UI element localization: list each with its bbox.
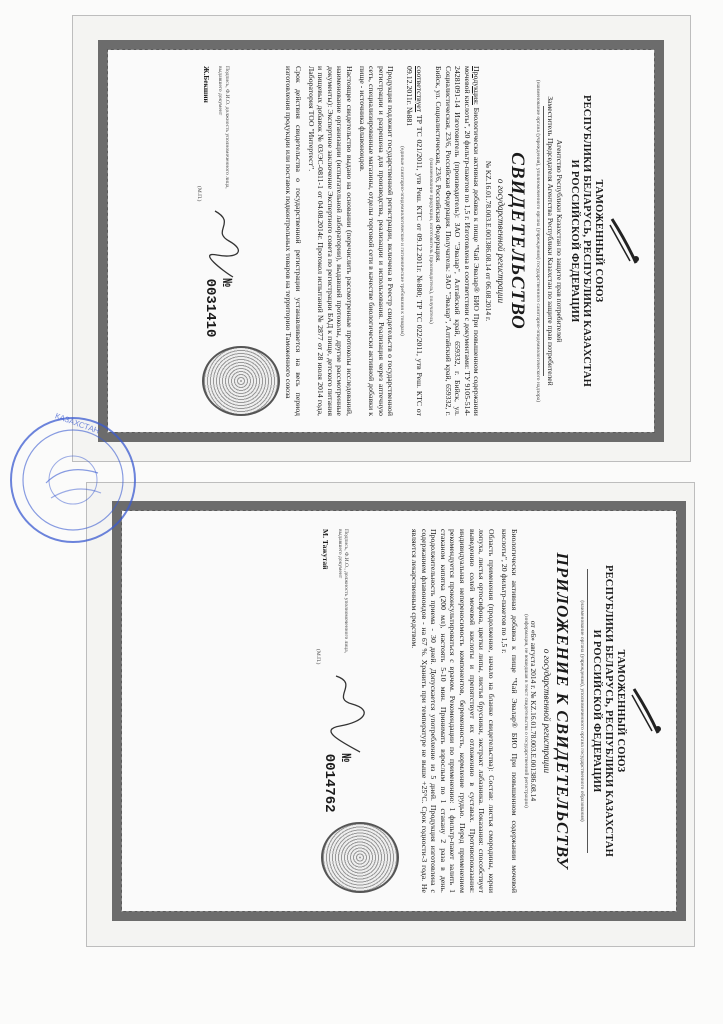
certificate-title: СВИДЕТЕЛЬСТВО (507, 152, 529, 330)
customs-union-emblem-icon (626, 681, 666, 741)
authority-caption: (наименование органа (учреждения), уполномоченного органа (учреждения) государственного санитарно-эпидемиологического надзора) (535, 79, 541, 403)
product-caption: (наименование продукции, изготовитель (производитель), получатель) (427, 158, 434, 324)
signer-name: Ж.Бекшин (201, 66, 211, 103)
annex-authority-caption: (наименование органа (учреждения), уполномоченного органа государственного образования) (579, 600, 585, 822)
issued-basis-text: Настоящее свидетельство выдано на основании (перечислить рассмотренные протоколы исследований, наименование организации (испытательной лаборатории), выдавшей протоколы, другие рассмотренные документы): Экспертное заключение Экспертного совета по регистрации БАД к пище, детского питания и пищевых добавок № 03/ЭС-0811-1 от 04.08.2014г. Протокол испытаний № 2877 от 28 июля 2014 года, Лаборатория ТОО "Интертест". (306, 66, 354, 416)
signer-caption: Подпись, Ф.И.О. должность уполномоченного лица, выдавшего документ (217, 66, 230, 189)
annex-signer-name: М. Тажутай (321, 529, 331, 570)
certificate-number: № KZ.16.01.78.003.Е.001386.08.14 от 06.08.2014 г. (484, 160, 494, 322)
annex-signer-caption: Подпись, Ф.И.О., должность уполномоченного лица, выдавшего документ (336, 529, 350, 654)
validity-text: Срок действия свидетельства о государственной регистрации устанавливается на весь период изготовления продукции или поставок подконтрольных товаров на территорию Таможенного союза (284, 66, 303, 416)
blue-stamp-icon (6, 413, 141, 548)
union-line-2: РЕСПУБЛИКИ БЕЛАРУСЬ, РЕСПУБЛИКИ КАЗАХСТАН (581, 94, 592, 387)
union-line-1: ТАМОЖЕННЫЙ СОЮЗ (593, 179, 604, 303)
stamp-text: КАЗАХСТАН (53, 411, 101, 436)
annex-serial-number: № 0014762 (321, 753, 354, 813)
compliance-text: ТР ТС 021/2011, утв Реш. КТС от 09.12.2011г. №880; ТР ТС 022/2011, утв Реш. КТС от 09.12.2011г. №881 (405, 66, 425, 416)
usage-text: Продукция подлежит государственной регистрации, включена в Реестр свидетельств о государственной регистрации и разрешена для производства, реализации и использования. Реализация через аптечную сеть, специализированные магазины, отделы торговой сети в качестве биологически активной добавки к пище - источника флавоноидов. (357, 66, 396, 416)
serial-number: № 0031410 (201, 278, 234, 338)
compliance-caption: (единые санитарно-эпидемиологические и гигиенические требования к товарам) (398, 146, 405, 336)
compliance-label: соответствует (415, 66, 425, 113)
signature-icon (202, 209, 241, 279)
certificate-content (112, 54, 650, 428)
product-label: Продукция: (472, 66, 482, 105)
product-text: Биологически активная добавка к пище "Чай Эвалар® БИО При повышенном содержании мочевой кислоты", 20 фильтр-пакетов по 1,5 г. Изготовлена в соответствии с документами: ТУ 9105-514-24281091-14 Изготовитель (производитель): ЗАО "Эвалар", Алтайский край, 659332, г. Бийск, ул. Социалистическая, 23/6, Российская Федерация. Получатель: ЗАО "Эвалар", Алтайский край, 659332, г. Бийск, ул. Социалистическая, 23/6, Российская Федерация. (434, 66, 482, 416)
annex-subtitle: о государственной регистрации (542, 648, 553, 774)
annex-signature-icon (321, 674, 366, 754)
annex-seal-caption: (М.П.) (315, 649, 322, 665)
annex-scope-text: Область применения (продолжение, начало на бланке свидетельства): Состав: листья смородины, корни лопуха, листья ортосифона, цветки липы, листья брусники, экстракт лабазника. Показания: способствует выведению солей мочевой кислоты и препятствует их отложению в суставах. Противопоказания: индивидуальная непереносимость компонентов, беременность, кормление грудью. Перед применением рекомендуется проконсультироваться с врачом. Рекомендации по применению: 1 фильтр-пакет залить 1 стаканом кипятка (200 мл), настоять 5-10 мин. Принимать взрослым по 1 стакану 2 раза в день. Продолжительность приема - 30 дней. Допускается употребление из 5 дней. Продукция изготовлена с содержанием флавоноидов - на 67 %. Хранить при температуре не выше +25°С. Срок годности-3 года. Не является лекарственным средством. (410, 529, 496, 893)
annex-union-line-1: ТАМОЖЕННЫЙ СОЮЗ (615, 649, 626, 773)
certificate-subtitle: о государственной регистрации (496, 178, 507, 304)
customs-union-emblem-icon (604, 211, 644, 271)
annex-union-line-2: РЕСПУБЛИКИ БЕЛАРУСЬ, РЕСПУБЛИКИ КАЗАХСТАН (603, 564, 614, 857)
deputy-line: Заместитель Председателя Агентства Республики Казахстан по защите прав потребителей (546, 96, 555, 386)
official-seal-icon (202, 346, 280, 416)
annex-title: ПРИЛОЖЕНИЕ К СВИДЕТЕЛЬСТВУ (553, 552, 573, 870)
annex-date-number: от «6» августа 2014 г. № KZ.16.01.78.003.Е.001386.08.14 (529, 620, 539, 802)
product-block (434, 66, 482, 416)
annex-product-text: Биологически активная добавка к пище "Чай Эвалар® БИО При повышенном содержании мочевой кислоты", 20 фильтр-пакетов по 1,5 г. (500, 529, 519, 893)
annex-official-seal-icon (321, 822, 399, 893)
union-line-3: И РОССИЙСКОЙ ФЕДЕРАЦИИ (569, 159, 580, 323)
seal-caption: (М.П.) (195, 186, 202, 202)
compliance-block (405, 66, 424, 416)
annex-union-line-3: И РОССИЙСКОЙ ФЕДЕРАЦИИ (591, 629, 602, 793)
annex-content (126, 515, 672, 907)
agency-line: Агентство Республики Казахстан по защите прав потребителей (555, 139, 564, 343)
annex-date-caption: (информация, не вошедшая в текст свидетельства о государственной регистрации) (523, 614, 530, 808)
